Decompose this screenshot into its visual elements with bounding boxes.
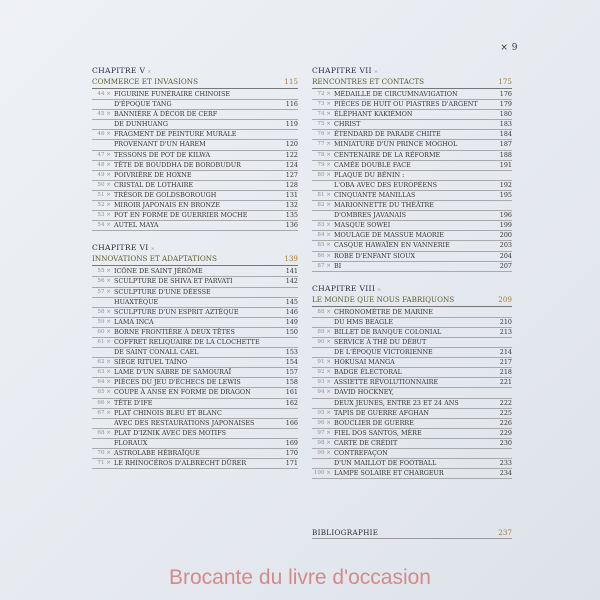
entry-number: 66 × — [97, 399, 111, 406]
entry-page: 204 — [499, 251, 512, 260]
toc-entry — [92, 277, 298, 287]
toc-entry — [92, 181, 298, 191]
toc-entry — [312, 388, 512, 398]
entry-page: 145 — [285, 297, 298, 306]
entry-title: ICÔNE DE SAINT JÉRÔME — [114, 267, 203, 276]
entry-page: 141 — [285, 267, 298, 276]
entry-page: 218 — [499, 368, 512, 377]
entry-title: CARTE DE CRÉDIT — [334, 438, 398, 447]
watermark-text: Brocante du livre d'occasion — [169, 566, 431, 589]
toc-entry — [312, 241, 512, 251]
toc-entry — [312, 100, 512, 110]
entry-number: 75 × — [317, 121, 331, 128]
entry-number: 93 × — [317, 379, 331, 386]
entry-page: 136 — [285, 221, 298, 230]
toc-entry — [312, 368, 512, 378]
toc-entry — [312, 338, 512, 348]
toc-entry — [312, 459, 512, 469]
entry-number: 83 × — [317, 222, 331, 229]
entry-number: 100 × — [313, 470, 331, 477]
entry-title: CAMÉE DOUBLE FACE — [334, 160, 411, 169]
entry-number: 84 × — [317, 232, 331, 239]
entry-title: COFFRET RELIQUAIRE DE LA CLOCHETTE — [114, 337, 260, 346]
toc-entry — [92, 419, 298, 429]
entry-number: 90 × — [317, 338, 331, 345]
entry-title: BI — [334, 261, 342, 270]
entry-page: 203 — [499, 241, 512, 250]
toc-entry — [92, 388, 298, 398]
entry-page — [276, 338, 298, 347]
toc-entry — [92, 449, 298, 459]
bibliography-label: BIBLIOGRAPHIE — [312, 528, 379, 537]
entry-page: 154 — [285, 358, 298, 367]
toc-entry — [92, 130, 298, 140]
chapter-title-row — [92, 254, 298, 266]
entry-number: 74 × — [317, 111, 331, 118]
entry-page: 142 — [285, 277, 298, 286]
chapter-block — [312, 284, 512, 480]
chapter-heading — [312, 66, 512, 77]
entry-page: 192 — [499, 180, 512, 189]
entry-page: 116 — [285, 100, 298, 109]
toc-entry — [312, 358, 512, 368]
toc-entry — [92, 459, 298, 469]
toc-entry — [92, 140, 298, 150]
entry-page: 229 — [499, 428, 512, 437]
entry-page: 191 — [499, 160, 512, 169]
entry-number: 46 × — [97, 131, 111, 138]
entry-number: 62 × — [97, 359, 111, 366]
toc-entry — [312, 419, 512, 429]
toc-entry — [312, 201, 512, 211]
entry-number: 86 × — [317, 252, 331, 259]
toc-entry — [92, 100, 298, 110]
entry-title: LAME D'UN SABRE DE SAMOURAÏ — [114, 368, 232, 377]
entry-title: BADGE ÉLECTORAL — [334, 368, 402, 377]
chapter-title-row — [92, 77, 298, 89]
entry-number: 81 × — [317, 191, 331, 198]
entry-page: 233 — [499, 459, 512, 468]
entry-page: 122 — [285, 150, 298, 159]
entry-number: 50 × — [97, 181, 111, 188]
entry-title: AVEC DES RESTAURATIONS JAPONAISES — [114, 418, 255, 427]
entry-title: LAMA INCA — [114, 317, 154, 326]
entry-page: 221 — [499, 378, 512, 387]
toc-entry — [312, 231, 512, 241]
toc-entry — [312, 348, 512, 358]
entry-title: MINIATURE D'UN PRINCE MOGHOL — [334, 140, 458, 149]
chapter-label: CHAPITRE VIII — [312, 283, 376, 293]
entry-title: CONTREFAÇON — [334, 449, 388, 457]
entry-page — [276, 288, 298, 297]
entry-number: 53 × — [97, 212, 111, 219]
entry-title: ÉLÉPHANT KAKIÉMON — [334, 110, 413, 119]
entry-title: SIÈGE RITUEL TAÍNO — [114, 358, 188, 367]
entry-page: 128 — [285, 180, 298, 189]
entry-page: 179 — [499, 100, 512, 109]
entry-title: DAVID HOCKNEY, — [334, 388, 394, 397]
entry-number: 97 × — [317, 429, 331, 436]
entry-number: 54 × — [97, 222, 111, 229]
entry-page: 222 — [499, 398, 512, 407]
entry-page: 150 — [285, 327, 298, 336]
entry-page: 158 — [285, 378, 298, 387]
entry-page: 195 — [499, 190, 512, 199]
entry-title: LAMPE SOLAIRE ET CHARGEUR — [334, 469, 444, 478]
chapter-mark: × — [377, 286, 382, 293]
chapter-page: 175 — [498, 77, 512, 86]
entry-number: 94 × — [317, 389, 331, 396]
toc-entry — [312, 429, 512, 439]
entry-title: ÉTENDARD DE PARADE CHIITE — [334, 130, 441, 139]
entry-title: SERVICE À THÉ DU DÉBUT — [334, 337, 427, 346]
entry-page — [490, 338, 512, 347]
entry-title: TÊTE D'IFE — [114, 398, 153, 407]
toc-entry — [92, 348, 298, 358]
entry-title: HOKUSAI MANGA — [334, 358, 395, 367]
entry-title: PLAQUE DU BÉNIN : — [334, 170, 405, 179]
entry-page: 124 — [285, 160, 298, 169]
toc-entry — [92, 308, 298, 318]
chapter-title: COMMERCE ET INVASIONS — [92, 77, 199, 86]
entry-page: 169 — [285, 438, 298, 447]
entry-title: FIGURINE FUNÉRAIRE CHINOISE — [114, 90, 230, 98]
toc-entry — [312, 221, 512, 231]
toc-entry — [92, 318, 298, 328]
entry-page — [490, 388, 512, 397]
entry-page: 217 — [499, 358, 512, 367]
entry-title: FLORAUX — [114, 438, 148, 447]
entry-title: DE SAINT CONALL CAEL — [114, 348, 199, 357]
entry-number: 79 × — [317, 161, 331, 168]
entry-number: 65 × — [97, 389, 111, 396]
entry-page — [490, 201, 512, 210]
toc-entry — [92, 120, 298, 130]
chapter-page: 209 — [498, 294, 512, 304]
entry-number: 87 × — [317, 262, 331, 269]
toc-entry — [92, 358, 298, 368]
chapter-label: CHAPITRE V — [92, 66, 146, 75]
toc-left-column — [92, 66, 298, 481]
entry-page: 207 — [499, 261, 512, 270]
toc-entry — [312, 130, 512, 140]
entry-title: FRAGMENT DE PEINTURE MURALE — [114, 130, 237, 139]
toc-entry — [312, 318, 512, 328]
toc-right-column — [312, 66, 512, 491]
entry-number: 64 × — [97, 379, 111, 386]
entry-title: POIVRIÈRE DE HOXNE — [114, 170, 192, 179]
entry-number: 47 × — [97, 151, 111, 158]
toc-entry — [92, 110, 298, 120]
entry-page: 214 — [499, 348, 512, 357]
entry-number: 99 × — [317, 450, 331, 456]
entry-number: 92 × — [317, 369, 331, 376]
entry-title: BOUCLIER DE GUERRE — [334, 418, 414, 427]
toc-entry — [312, 181, 512, 191]
entry-page: 199 — [499, 221, 512, 230]
entry-title: DE DUNHUANG — [114, 120, 168, 129]
entry-title: TRÉSOR DE GOLDSBOROUGH — [114, 190, 217, 199]
toc-entry — [92, 171, 298, 181]
chapter-block — [92, 243, 298, 469]
entry-page: 188 — [499, 150, 512, 159]
entry-title: HUAXTÈQUE — [114, 297, 159, 306]
entry-title: PIÈCES DE HUIT OU PIASTRES D'ARGENT — [334, 100, 478, 109]
entry-title: CINQUANTE MANILLAS — [334, 190, 416, 199]
chapter-title-row — [312, 77, 512, 89]
entry-page: 180 — [499, 110, 512, 119]
entry-title: MÉDAILLE DE CIRCUMNAVIGATION — [334, 90, 458, 98]
entry-page: 225 — [499, 408, 512, 417]
entry-title: PLAT CHINOIS BLEU ET BLANC — [114, 408, 222, 417]
toc-entry — [92, 161, 298, 171]
chapter-title: RENCONTRES ET CONTACTS — [312, 77, 425, 86]
entry-page: 127 — [285, 170, 298, 179]
entry-number: 63 × — [97, 369, 111, 376]
entry-title: FIEL DOS SANTOS, MÈRE — [334, 428, 422, 437]
chapter-block — [92, 66, 298, 231]
toc-entry — [92, 378, 298, 388]
entry-title: SCULPTURE DE SHIVA ET PARVATI — [114, 277, 233, 286]
toc-entry — [312, 378, 512, 388]
toc-entry — [312, 120, 512, 130]
entry-number: 96 × — [317, 419, 331, 426]
entry-page: 187 — [499, 140, 512, 149]
entry-number: 78 × — [317, 151, 331, 158]
entry-title: D'OMBRES JAVANAIS — [334, 211, 407, 220]
entry-number: 70 × — [97, 450, 111, 456]
chapter-heading — [312, 284, 512, 295]
toc-entry — [312, 211, 512, 221]
toc-entry — [92, 439, 298, 449]
toc-entry — [92, 368, 298, 378]
entry-title: SCULPTURE D'UNE DÉESSE — [114, 287, 211, 296]
entry-page: 183 — [499, 120, 512, 129]
toc-entry — [312, 328, 512, 338]
entry-page — [490, 449, 512, 458]
entry-title: ASTROLABE HÉBRAÏQUE — [114, 449, 200, 457]
chapter-mark: × — [147, 69, 152, 75]
toc-entry — [92, 328, 298, 338]
entry-page — [490, 171, 512, 180]
entry-page: 131 — [285, 190, 298, 199]
toc-entry — [312, 161, 512, 171]
entry-page: 234 — [499, 469, 512, 478]
toc-entry — [312, 191, 512, 201]
toc-entry — [92, 211, 298, 221]
entry-number: 95 × — [317, 409, 331, 416]
entry-number: 56 × — [97, 278, 111, 285]
entry-title: MASQUE SOWEI — [334, 221, 391, 230]
entry-number: 68 × — [97, 429, 111, 436]
entry-title: DE L'ÉPOQUE VICTORIENNE — [334, 348, 433, 357]
entry-title: CHRIST — [334, 120, 361, 129]
toc-entry — [312, 140, 512, 150]
toc-entry — [92, 399, 298, 409]
entry-number: 77 × — [317, 141, 331, 148]
entry-page: 171 — [285, 459, 298, 468]
entry-title: CHRONOMÈTRE DE MARINE — [334, 307, 433, 316]
entry-page: 196 — [499, 211, 512, 220]
chapter-title-row — [312, 295, 512, 307]
entry-page: 162 — [285, 398, 298, 407]
entry-title: ASSIETTE RÉVOLUTIONNAIRE — [334, 378, 439, 387]
entry-page: 146 — [285, 307, 298, 316]
entry-number: 58 × — [97, 308, 111, 315]
entry-page: 157 — [285, 368, 298, 377]
entry-number: 45 × — [97, 111, 111, 118]
toc-entry — [92, 267, 298, 277]
toc-entry — [312, 449, 512, 459]
entry-number: 82 × — [317, 202, 331, 209]
toc-entry — [312, 399, 512, 409]
toc-entry — [92, 90, 298, 100]
entry-number: 72 × — [317, 91, 331, 97]
entry-title: BILLET DE BANQUE COLONIAL — [334, 327, 442, 336]
entry-title: PROVENANT D'UN HAREM — [114, 140, 206, 149]
entry-page — [276, 429, 298, 438]
entry-page — [276, 409, 298, 418]
entry-title: LE RHINOCÉROS D'ALBRECHT DÜRER — [114, 459, 247, 468]
entry-page: 230 — [499, 438, 512, 447]
entry-title: COUPE À ANSE EN FORME DE DRAGON — [114, 388, 251, 397]
entry-title: AUTEL MAYA — [114, 221, 159, 230]
entry-number: 51 × — [97, 191, 111, 198]
toc-entry — [92, 409, 298, 419]
entry-number: 98 × — [317, 439, 331, 446]
entry-number: 57 × — [97, 288, 111, 295]
entry-title: POT EN FORME DE GUERRIER MOCHE — [114, 211, 248, 220]
bibliography-entry — [312, 528, 512, 539]
entry-title: MIROIR JAPONAIS EN BRONZE — [114, 201, 221, 210]
toc-entry — [92, 338, 298, 348]
toc-entry — [92, 151, 298, 161]
entry-number: 55 × — [97, 268, 111, 275]
entry-title: TAPIS DE GUERRE AFGHAN — [334, 408, 429, 417]
bibliography-page: 237 — [498, 528, 512, 537]
entry-title: MOULAGE DE MASSUE MAORIE — [334, 231, 444, 240]
toc-entry — [312, 252, 512, 262]
entry-number: 48 × — [97, 161, 111, 168]
chapter-label: CHAPITRE VII — [312, 66, 372, 75]
entry-number: 71 × — [97, 460, 111, 467]
entry-title: DU HMS BEAGLE — [334, 317, 394, 326]
entry-page: 161 — [285, 388, 298, 397]
entry-number: 76 × — [317, 131, 331, 138]
entry-title: ROBE D'ENFANT SIOUX — [334, 251, 416, 260]
toc-entry — [312, 308, 512, 318]
entry-number: 91 × — [317, 359, 331, 366]
chapter-title: LE MONDE QUE NOUS FABRIQUONS — [312, 294, 455, 304]
toc-entry — [312, 469, 512, 479]
chapter-title: INNOVATIONS ET ADAPTATIONS — [92, 254, 217, 264]
entry-page: 119 — [285, 120, 298, 129]
page-number: × 9 — [500, 43, 518, 53]
entry-title: D'UN MAILLOT DE FOOTBALL — [334, 459, 437, 468]
entry-page: 226 — [499, 418, 512, 427]
chapter-block — [312, 66, 512, 272]
entry-number: 61 × — [97, 338, 111, 345]
toc-entry — [92, 298, 298, 308]
toc-entry — [312, 409, 512, 419]
entry-title: MARIONNETTE DU THÉÂTRE — [334, 201, 434, 210]
entry-title: CRISTAL DE LOTHAIRE — [114, 180, 194, 189]
toc-entry — [92, 288, 298, 298]
toc-entry — [312, 262, 512, 272]
entry-title: TESSONS DE POT DE KILWA — [114, 150, 211, 159]
entry-title: PLAT D'IZNIK AVEC DES MOTIFS — [114, 428, 226, 437]
entry-title: CENTENAIRE DE LA RÉFORME — [334, 150, 441, 159]
toc-entry — [92, 221, 298, 231]
entry-title: PIÈCES DU JEU D'ÉCHECS DE LEWIS — [114, 378, 241, 387]
toc-entry — [92, 201, 298, 211]
entry-page: 153 — [285, 348, 298, 357]
entry-title: SCULPTURE D'UN ESPRIT AZTÈQUE — [114, 307, 239, 316]
entry-title: D'ÉPOQUE TANG — [114, 100, 172, 109]
entry-title: CASQUE HAWAÏEN EN VANNERIE — [334, 241, 450, 250]
entry-number: 44 × — [97, 91, 111, 97]
entry-page: 184 — [499, 130, 512, 139]
entry-page: 135 — [285, 211, 298, 220]
entry-page: 132 — [285, 201, 298, 210]
toc-entry — [92, 429, 298, 439]
toc-entry — [312, 439, 512, 449]
chapter-page: 115 — [284, 77, 298, 86]
entry-page — [276, 110, 298, 119]
chapter-mark: × — [373, 69, 379, 75]
entry-page: 200 — [499, 231, 512, 240]
entry-page — [490, 308, 512, 317]
entry-page: 176 — [499, 90, 512, 98]
chapter-mark: × — [150, 246, 156, 253]
entry-title: DEUX JEUNES, ENTRE 23 ET 24 ANS — [334, 398, 459, 407]
entry-number: 85 × — [317, 242, 331, 249]
entry-number: 80 × — [317, 171, 331, 178]
entry-number: 67 × — [97, 409, 111, 416]
entry-number: 89 × — [317, 328, 331, 335]
chapter-page: 139 — [284, 254, 298, 264]
chapter-heading — [92, 243, 298, 254]
entry-title: TÊTE DE BOUDDHA DE BOROBUDUR — [114, 160, 241, 169]
toc-entry — [312, 151, 512, 161]
entry-page — [276, 130, 298, 139]
toc-entry — [92, 191, 298, 201]
toc-entry — [312, 171, 512, 181]
entry-title: BORNE FRONTIÈRE À DEUX TÊTES — [114, 327, 235, 336]
entry-page: 120 — [285, 140, 298, 149]
entry-number: 52 × — [97, 202, 111, 209]
chapter-label: CHAPITRE VI — [92, 243, 149, 253]
toc-entry — [312, 90, 512, 100]
toc-entry — [312, 110, 512, 120]
entry-page: 166 — [285, 418, 298, 427]
entry-number: 73 × — [317, 101, 331, 108]
entry-number: 49 × — [97, 171, 111, 178]
entry-number: 59 × — [97, 318, 111, 325]
entry-title: L'OBA AVEC DES EUROPÉENS — [334, 180, 437, 189]
entry-number: 60 × — [97, 328, 111, 335]
entry-page: 210 — [499, 317, 512, 326]
entry-number: 88 × — [317, 308, 331, 315]
entry-page: 170 — [285, 449, 298, 457]
chapter-heading — [92, 66, 298, 77]
entry-page: 149 — [285, 317, 298, 326]
entry-page — [276, 90, 298, 99]
entry-page: 213 — [499, 327, 512, 336]
entry-title: BANNIÈRE À DÉCOR DE CERF — [114, 110, 218, 119]
